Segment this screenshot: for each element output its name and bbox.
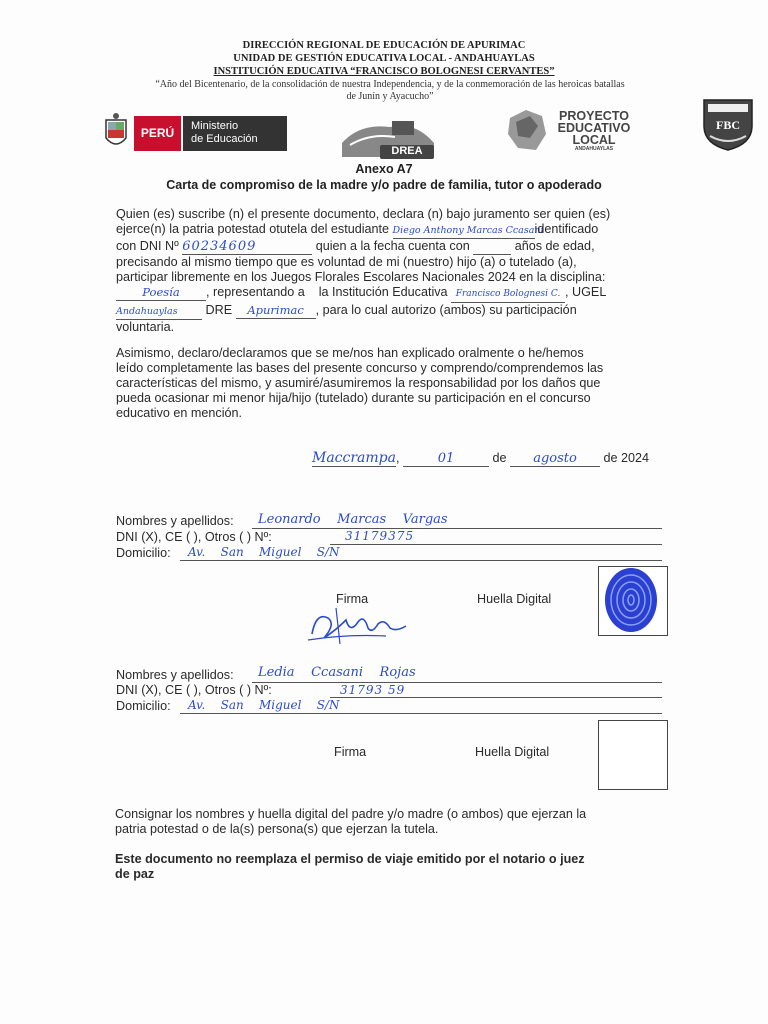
parent2-huella-label: Huella Digital [475,745,550,759]
date-day-field[interactable]: 01 [403,451,489,467]
p2-line-2: leído completamente las bases del presente concurso y comprendo/comprendemos las [116,361,604,375]
p2-line-5: educativo en mención. [116,406,243,420]
footer-note-1a: Consignar los nombres y huella digital del padre y/o madre (o ambos) que ejerzan la [115,807,587,821]
header-line-2: UNIDAD DE GESTIÓN EDUCATIVA LOCAL - ANDAHUAYLAS [233,53,535,64]
p1-line-3-mid: quien a la fecha cuenta con [315,239,470,253]
p1-line-5: participar libremente en los Juegos Florales Escolares Nacionales 2024 en la disciplina: [116,270,606,284]
p1-line-2-text: ejerce(n) la patria potestad otutela del estudiante [116,222,390,236]
p1-line-7 [116,303,666,320]
ministerio-box [183,116,287,151]
header-line-3: INSTITUCIÓN EDUCATIVA “FRANCISCO BOLOGNESI CERVANTES” [213,66,555,77]
parent2-name-field[interactable]: Ledia Ccasani Rojas [258,665,416,680]
p2-line-4: pueda ocasionar mi menor hija/hijo (tutelado) durante su participación en el concurso [116,391,591,405]
parent1-address-field[interactable]: Av. San Miguel S/N [188,545,340,559]
parent1-name-rule [252,528,662,529]
parent2-address-label: Domicilio: [116,699,171,713]
drea-label: DREA [391,145,423,157]
p1-line-1: Quien (es) suscribe (n) el presente documento, declara (n) bajo juramento ser quien (es) [116,207,611,221]
p1-line-6 [116,285,666,303]
proyecto-line-3: LOCAL [572,133,616,147]
proyecto-line-2: EDUCATIVO [557,121,631,135]
footer-note-2a: Este documento no reemplaza el permiso de viaje emitido por el notario o juez [115,852,585,866]
parent1-firma-label: Firma [336,592,369,606]
student-dni-field[interactable]: 60234609 [182,239,312,255]
p1-line-7-end: , para lo cual autorizo (ambos) su participación [315,303,577,317]
p1-line-3 [116,239,666,255]
parent1-name-field[interactable]: Leonardo Marcas Vargas [258,512,448,527]
fbc-label: FBC [716,118,740,132]
p1-line-7-text: DRE [205,303,233,317]
parent1-name-label: Nombres y apellidos: [116,514,234,528]
proyecto-educativo-logo [506,108,646,158]
ministerio-line-2: de Educación [191,133,258,145]
paragraph-1 [116,207,666,335]
p1-line-2 [116,222,666,239]
p1-line-3-text: con DNI Nº [116,239,179,253]
p1-line-6-text: , representando a [206,285,305,299]
drea-logo [340,113,436,161]
header-motto-2: de Junín y Ayacucho” [346,91,434,102]
parent2-firma-label: Firma [334,745,367,759]
date-year: de 2024 [603,451,650,465]
date-month-field[interactable]: agosto [510,451,600,467]
ministerio-line-1: Ministerio [191,120,239,132]
parent2-fingerprint-box[interactable] [598,720,668,790]
proyecto-line-1: PROYECTO [559,109,629,123]
handwritten-signature-icon [306,604,418,646]
proyecto-line-4: ANDAHUAYLAS [574,146,614,152]
parent2-name-label: Nombres y apellidos: [116,668,234,682]
p2-line-1: Asimismo, declaro/declaramos que se me/nos han explicado oralmente o he/hemos [116,346,584,360]
peru-label: PERÚ [134,116,181,151]
peru-coat-of-arms-icon [98,112,134,154]
p1-line-6-mid: la Institución Educativa [318,285,448,299]
parent1-huella-label: Huella Digital [477,592,552,606]
parent1-dni-label: DNI (X), CE ( ), Otros ( ) Nº: [116,530,272,544]
dre-field[interactable]: Apurimac [236,303,316,319]
p1-line-3-end: años de edad, [514,239,595,253]
letter-title: Carta de compromiso de la madre y/o padre de familia, tutor o apoderado [166,178,602,192]
map-emblem-icon [506,108,550,154]
p2-line-3: características del mismo, y asumiré/asumiremos la responsabilidad por los daños que [116,376,601,390]
parent1-address-rule [180,560,662,561]
header-motto-1: “Año del Bicentenario, de la consolidación de nuestra Independencia, y de la conmemoración de las heroicas batallas [155,79,625,90]
ugel-field[interactable]: Andahuaylas [116,304,202,320]
proyecto-text [552,110,636,153]
discipline-field[interactable]: Poesía [116,285,206,301]
parent1-dni-field[interactable]: 31179375 [345,529,415,543]
fingerprint-icon [599,567,667,635]
p1-line-8: voluntaria. [116,320,175,334]
header-line-1: DIRECCIÓN REGIONAL DE EDUCACIÓN DE APURIMAC [242,40,526,51]
parent2-dni-label: DNI (X), CE ( ), Otros ( ) Nº: [116,683,272,697]
school-field[interactable]: Francisco Bolognesi C. [451,287,565,303]
p1-line-6-end: , UGEL [565,285,607,299]
parent1-address-label: Domicilio: [116,546,171,560]
parent2-address-rule [180,713,662,714]
annex-label: Anexo A7 [355,162,413,176]
parent1-dni-rule [330,544,662,545]
parent2-dni-field[interactable]: 31793 59 [340,683,406,697]
student-name-field[interactable]: Diego Anthony Marcas Ccasani [393,223,535,239]
parent1-fingerprint-box[interactable] [598,566,668,636]
footer-note-1b: patria potestad o de la(s) persona(s) que ejerzan la tutela. [115,822,439,836]
school-shield-logo [700,96,756,152]
parent2-name-rule [252,682,662,683]
paragraph-2 [116,346,666,421]
date-de-1: de [492,451,507,465]
minedu-logo [98,112,288,154]
date-line: Maccrampa, 01 de agosto de 2024 [312,450,650,466]
p1-line-4: precisando al mismo tiempo que es voluntad de mi (nuestro) hijo (a) o tutelado (a), [116,255,577,269]
footer-note-2b: de paz [115,867,155,881]
p1-line-2-end: identificado [534,222,599,236]
date-place-field[interactable]: Maccrampa [312,450,396,466]
parent2-address-field[interactable]: Av. San Miguel S/N [188,698,340,712]
age-field[interactable] [473,239,511,255]
parent1-signature [306,604,418,646]
parent2-dni-rule [330,697,662,698]
